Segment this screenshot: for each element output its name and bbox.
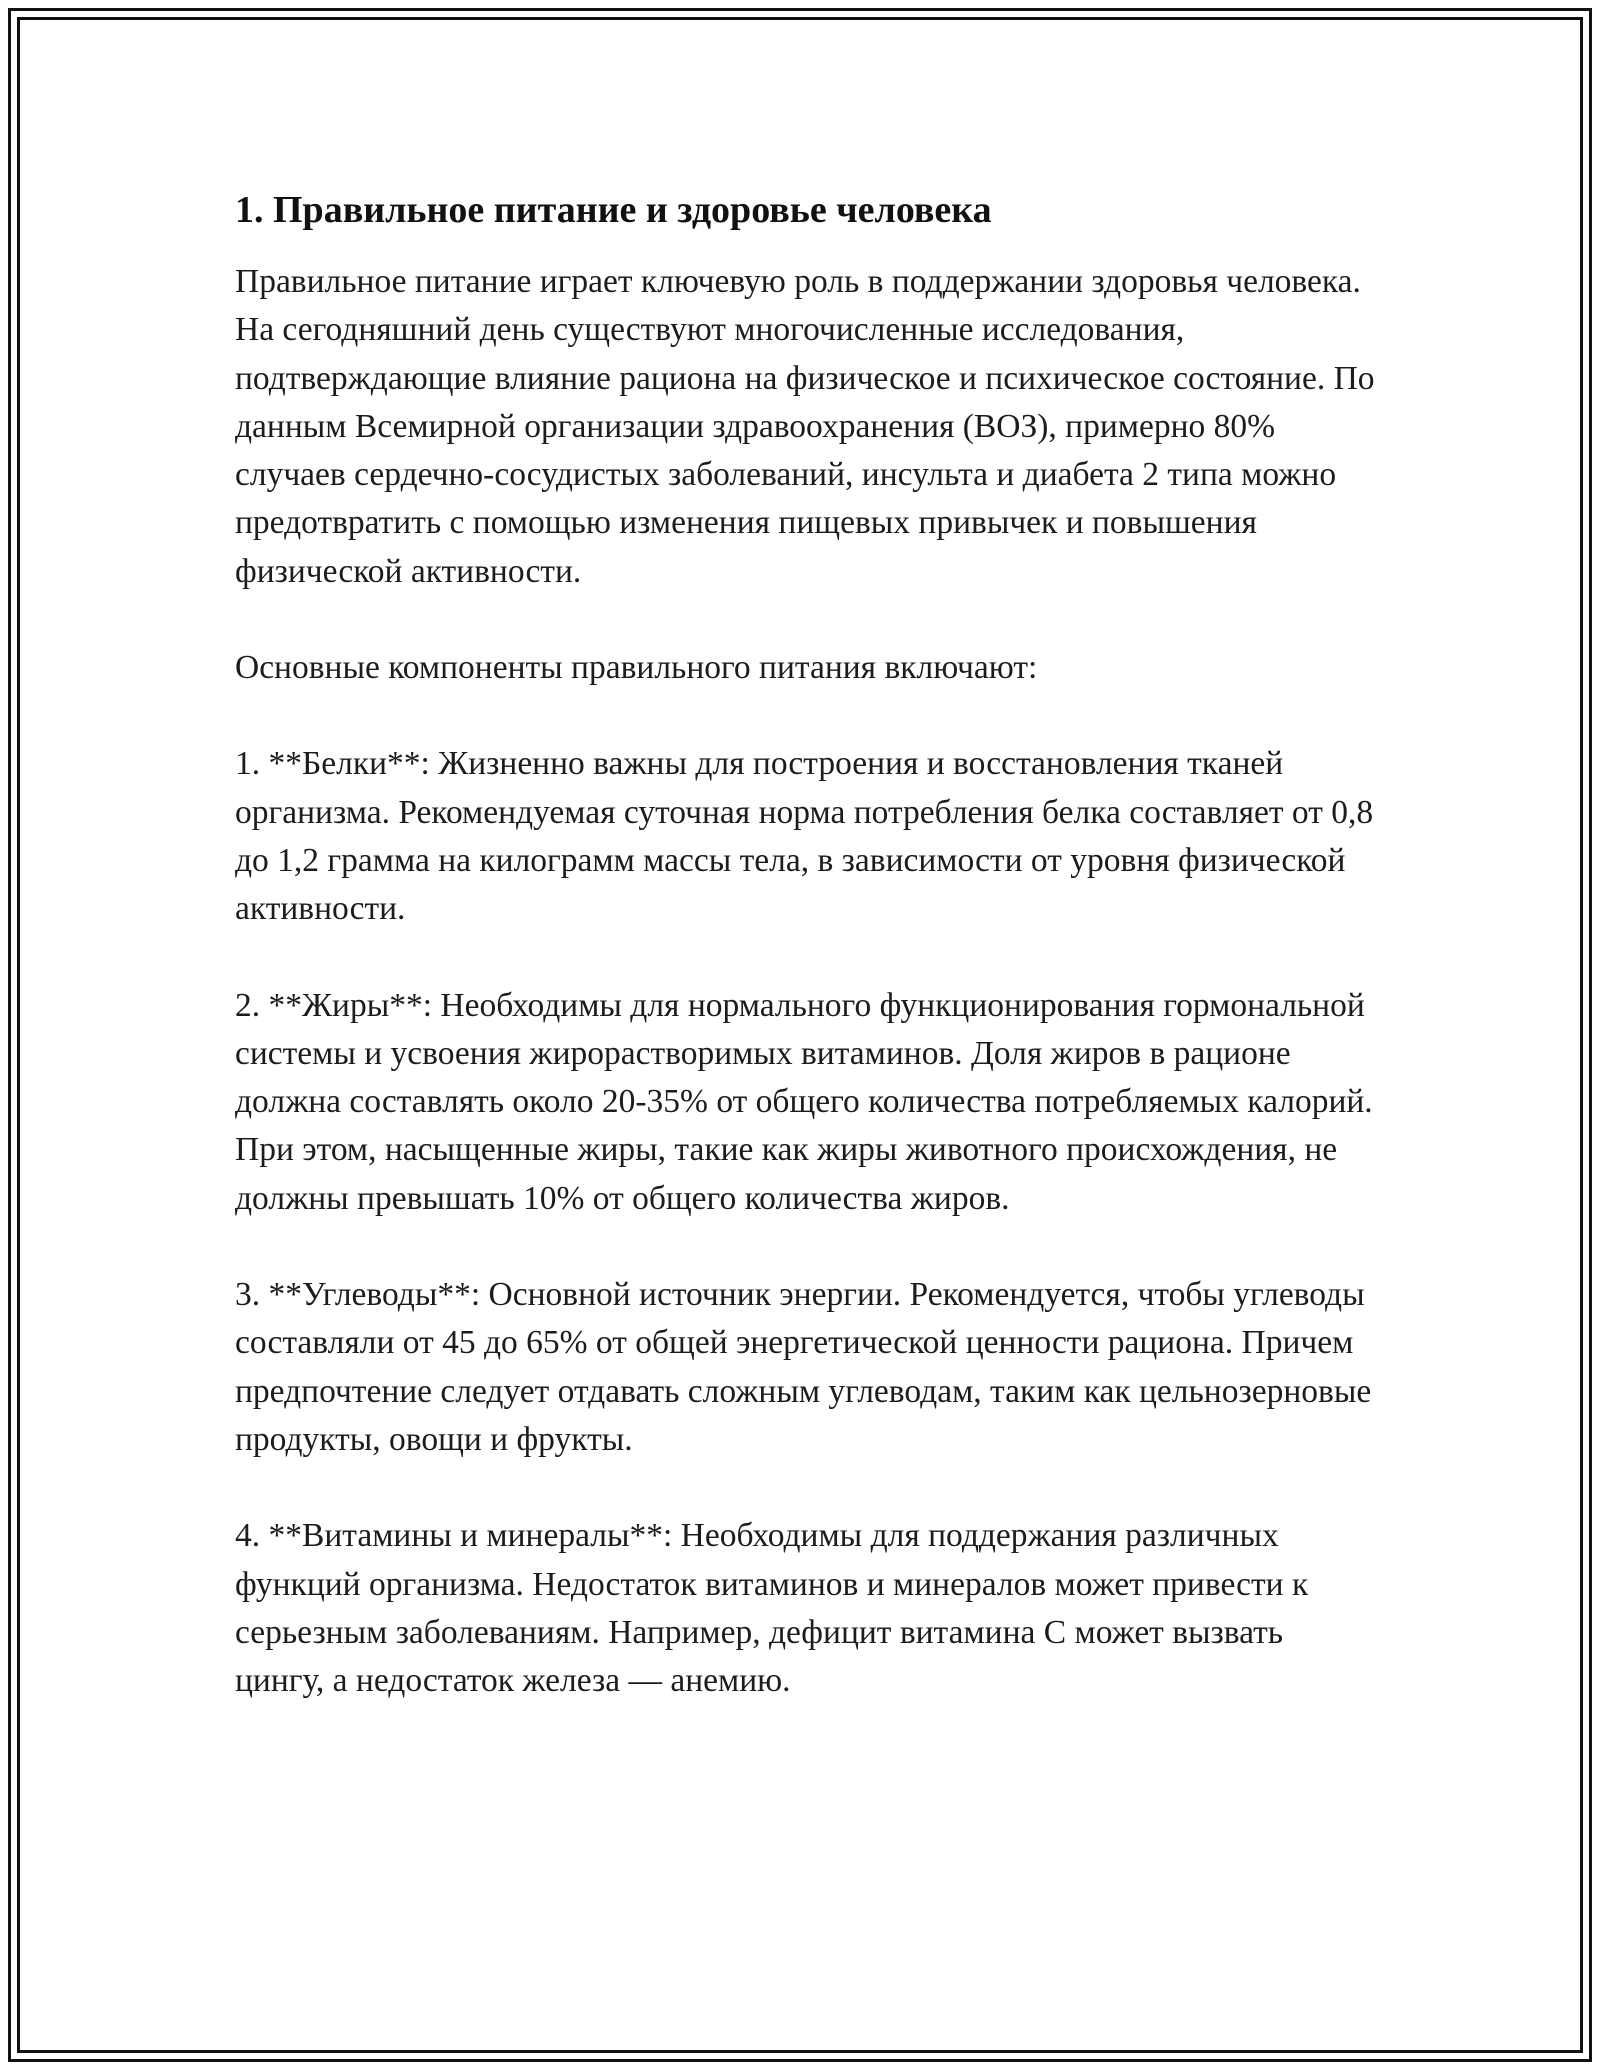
proteins-paragraph: 1. **Белки**: Жизненно важны для построения и восстановления тканей организма. Рекомендуемая суточная норма потребления белка составляет от 0,8 до 1,2 грамма на килограмм массы тела, в зависимости от уровня физической активности. bbox=[235, 745, 1374, 928]
intro-paragraph: Правильное питание играет ключевую роль в поддержании здоровья человека. На сегодняшний день существуют многочисленные исследования, подтверждающие влияние рациона на физическое и психическое состояние. По данным Всемирной организации здравоохранения (ВОЗ), примерно 80% случаев сердечно-сосудистых заболеваний, инсульта и диабета 2 типа можно предотвратить с помощью изменения пищевых привычек и повышения физической активности. bbox=[235, 263, 1375, 590]
section-heading: 1. Правильное питание и здоровье человека bbox=[235, 189, 992, 231]
fats-paragraph: 2. **Жиры**: Необходимы для нормального функционирования гормональной системы и усвоения жирорастворимых витаминов. Доля жиров в рационе должна составлять около 20-35% от общего количества потребляемых калорий. При этом, насыщенные жиры, такие как жиры животного происхождения, не должны превышать 10% от общего количества жиров. bbox=[235, 986, 1373, 1217]
vitamins-minerals-paragraph: 4. **Витамины и минералы**: Необходимы для поддержания различных функций организма. Недостаток витаминов и минералов может привести к серьезным заболеваниям. Например, дефицит витамина C может вызвать цингу, а недостаток железа — анемию. bbox=[235, 1517, 1309, 1700]
carbohydrates-paragraph: 3. **Углеводы**: Основной источник энергии. Рекомендуется, чтобы углеводы составляли от 45 до 65% от общей энергетической ценности рациона. Причем предпочтение следует отдавать сложным углеводам, таким как цельнозерновые продукты, овощи и фрукты. bbox=[235, 1276, 1372, 1458]
document-body bbox=[235, 186, 1375, 1753]
components-intro-paragraph: Основные компоненты правильного питания включают: bbox=[235, 649, 1038, 687]
